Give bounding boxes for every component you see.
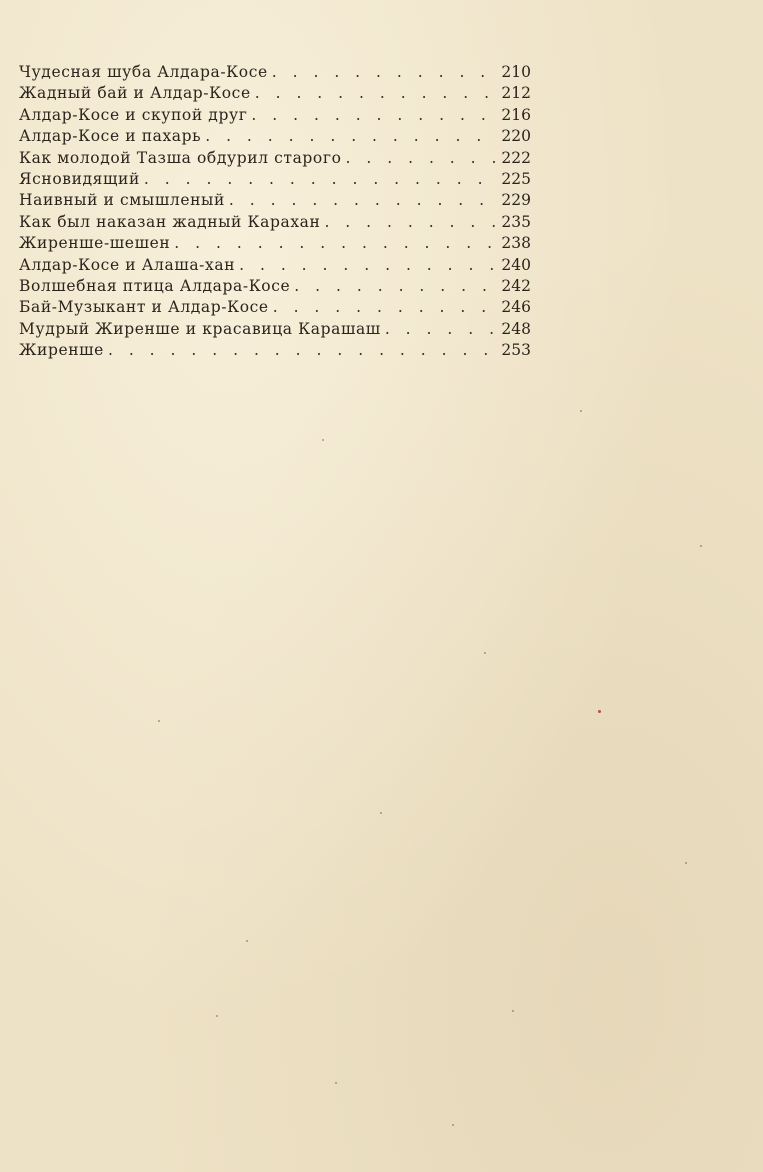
toc-entry bbox=[19, 233, 531, 254]
toc-entry-page: 225 bbox=[501, 169, 531, 188]
toc-leader-dots bbox=[272, 62, 495, 83]
toc-entry bbox=[19, 297, 531, 318]
toc-entry-page: 229 bbox=[501, 191, 531, 210]
toc-leader-dots bbox=[108, 340, 495, 361]
toc-entry-page: 240 bbox=[501, 255, 531, 274]
toc-entry-title: Жадный бай и Алдар-Косе bbox=[19, 84, 251, 103]
toc-entry-title: Жиренше-шешен bbox=[19, 234, 171, 253]
toc-entry-page: 253 bbox=[501, 341, 531, 360]
toc-leader-dots bbox=[239, 255, 495, 276]
toc-leader-dots bbox=[174, 233, 495, 254]
toc-leader-dots bbox=[229, 190, 495, 211]
toc-entry-title: Как был наказан жадный Карахан bbox=[19, 212, 321, 231]
toc-entry bbox=[19, 126, 531, 147]
toc-entry bbox=[19, 340, 531, 361]
toc-entry-title: Жиренше bbox=[19, 341, 104, 360]
toc-entry-title: Чудесная шуба Алдара-Косе bbox=[19, 63, 268, 81]
paper-speck bbox=[246, 940, 248, 942]
toc-entry-page: 212 bbox=[501, 84, 531, 103]
toc-entry bbox=[19, 255, 531, 276]
paper-speck bbox=[216, 1015, 218, 1017]
toc-entry-page: 246 bbox=[501, 298, 531, 317]
toc-entry-page: 210 bbox=[501, 63, 531, 81]
toc-entry-title: Алдар-Косе и скупой друг bbox=[19, 105, 248, 124]
toc-leader-dots bbox=[294, 276, 495, 297]
toc-leader-dots bbox=[251, 105, 495, 126]
paper-speck bbox=[580, 410, 582, 412]
toc-entry bbox=[19, 169, 531, 190]
paper-speck bbox=[380, 812, 382, 814]
toc-leader-dots bbox=[273, 297, 495, 318]
toc-entry-page: 235 bbox=[501, 212, 531, 231]
toc-entry-title: Как молодой Тазша обдурил старого bbox=[19, 148, 342, 167]
toc-entry-page: 242 bbox=[501, 276, 531, 295]
toc-entry bbox=[19, 148, 531, 169]
toc-entry bbox=[19, 276, 531, 297]
toc-leader-dots bbox=[324, 212, 495, 233]
toc-entry-page: 248 bbox=[501, 319, 531, 338]
toc-leader-dots bbox=[385, 319, 495, 340]
toc-entry-title: Алдар-Косе и Алаша-хан bbox=[19, 255, 236, 274]
toc-entry bbox=[19, 62, 531, 83]
toc-leader-dots bbox=[255, 83, 495, 104]
paper-speck bbox=[158, 720, 160, 722]
toc-entry bbox=[19, 105, 531, 126]
paper-speck bbox=[335, 1082, 337, 1084]
toc-entry-title: Ясновидящий bbox=[19, 169, 140, 188]
paper-speck bbox=[685, 862, 687, 864]
paper-speck bbox=[322, 439, 324, 441]
paper-speck bbox=[512, 1010, 514, 1012]
toc-entry-page: 216 bbox=[501, 105, 531, 124]
toc-entry-page: 238 bbox=[501, 234, 531, 253]
paper-speck bbox=[598, 710, 601, 713]
toc-entry-title: Мудрый Жиренше и красавица Карашаш bbox=[19, 319, 381, 338]
toc-entry bbox=[19, 212, 531, 233]
toc-entry-title: Наивный и смышленый bbox=[19, 191, 225, 210]
toc-entry-title: Волшебная птица Алдара-Косе bbox=[19, 276, 291, 295]
paper-speck bbox=[452, 1124, 454, 1126]
toc-entry-page: 222 bbox=[501, 148, 531, 167]
toc-entry-page: 220 bbox=[501, 127, 531, 146]
paper-speck bbox=[484, 652, 486, 654]
toc-entry bbox=[19, 319, 531, 340]
toc-leader-dots bbox=[144, 169, 495, 190]
table-of-contents bbox=[19, 62, 531, 361]
toc-leader-dots bbox=[346, 148, 495, 169]
toc-entry bbox=[19, 83, 531, 104]
toc-entry bbox=[19, 190, 531, 211]
toc-entry-title: Бай-Музыкант и Алдар-Косе bbox=[19, 298, 269, 317]
toc-leader-dots bbox=[205, 126, 495, 147]
toc-entry-title: Алдар-Косе и пахарь bbox=[19, 127, 202, 146]
paper-speck bbox=[700, 545, 702, 547]
